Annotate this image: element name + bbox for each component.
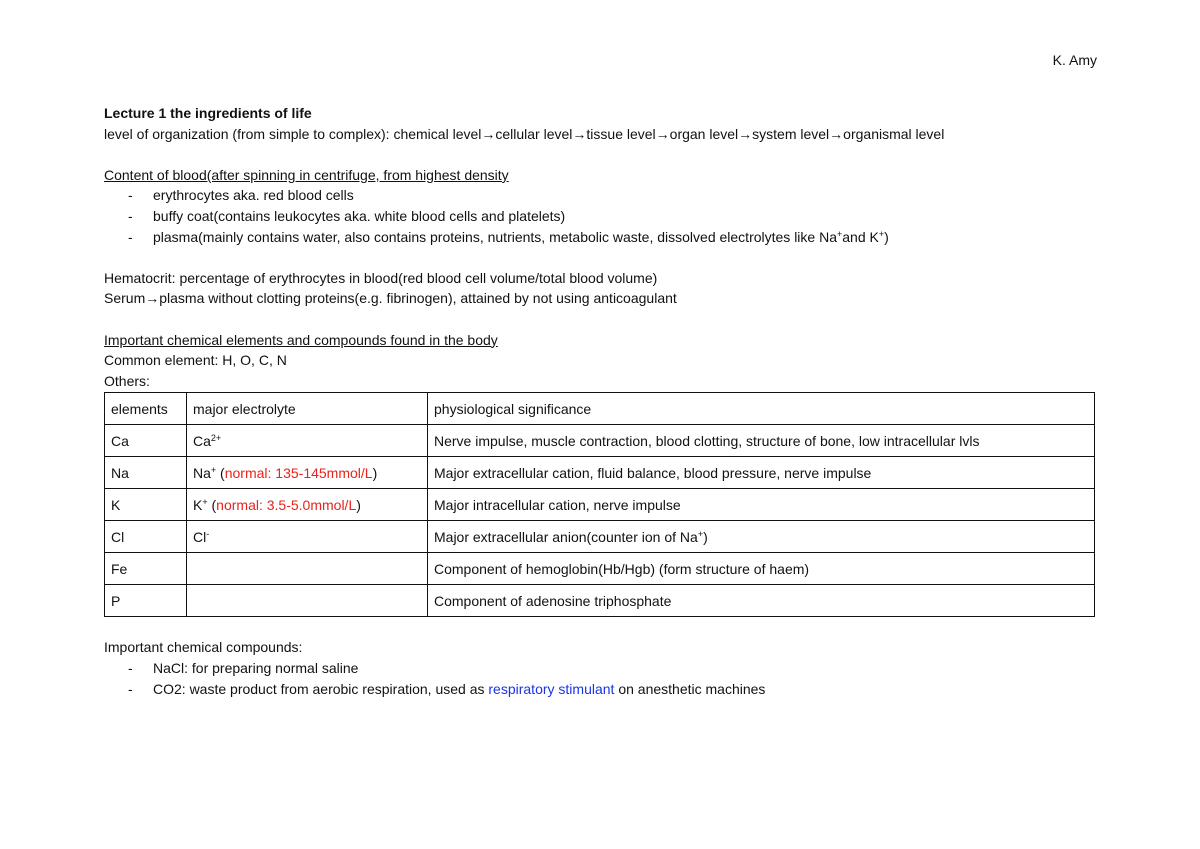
table-row: P Component of adenosine triphosphate — [105, 585, 1095, 617]
blood-list — [104, 185, 1104, 247]
header-cell: major electrolyte — [187, 393, 428, 425]
respiratory-stimulant-highlight: respiratory stimulant — [488, 680, 615, 697]
header-cell: elements — [105, 393, 187, 425]
list-item: - plasma(mainly contains water, also contains proteins, nutrients, metabolic waste, dissolved electrolytes like Na+and K+) — [128, 227, 1104, 248]
others-label: Others: — [104, 372, 150, 389]
table-header-row — [105, 393, 1095, 425]
table-row: Cl Cl- Major extracellular anion(counter ion of Na+) — [105, 521, 1095, 553]
serum-definition: Serum→plasma without clotting proteins(e.g. fibrinogen), attained by not using anticoagulant — [104, 290, 677, 307]
list-item: - erythrocytes aka. red blood cells — [128, 185, 1104, 206]
list-item: - CO2: waste product from aerobic respiration, used as respiratory stimulant on anesthetic machines — [128, 679, 1104, 700]
normal-range: normal: 135-145mmol/L — [224, 464, 373, 481]
blood-heading: Content of blood(after spinning in centrifuge, from highest density — [104, 166, 509, 183]
normal-range: normal: 3.5-5.0mmol/L — [216, 496, 357, 513]
table-row: K K+ (normal: 3.5-5.0mmol/L) Major intracellular cation, nerve impulse — [105, 489, 1095, 521]
table-row: Na Na+ (normal: 135-145mmol/L) Major extracellular cation, fluid balance, blood pressure, nerve impulse — [105, 457, 1095, 489]
compounds-list — [104, 658, 1104, 699]
table-row: Fe Component of hemoglobin(Hb/Hgb) (form structure of haem) — [105, 553, 1095, 585]
compounds-heading: Important chemical compounds: — [104, 639, 303, 656]
lecture-title: Lecture 1 the ingredients of life — [104, 105, 312, 121]
common-elements: Common element: H, O, C, N — [104, 352, 287, 369]
hematocrit-definition: Hematocrit: percentage of erythrocytes in blood(red blood cell volume/total blood volume) — [104, 269, 658, 286]
organization-levels: level of organization (from simple to complex): chemical level→cellular level→tissue level→organ level→system level→organismal level — [104, 125, 945, 142]
elements-table — [104, 392, 1095, 617]
document-body — [104, 103, 1104, 699]
author-name: K. Amy — [1052, 52, 1097, 68]
list-item: - NaCl: for preparing normal saline — [128, 658, 1104, 679]
list-item: - buffy coat(contains leukocytes aka. white blood cells and platelets) — [128, 206, 1104, 227]
header-cell: physiological significance — [428, 393, 1095, 425]
elements-heading: Important chemical elements and compounds found in the body — [104, 331, 498, 348]
table-row: Ca $Ca^{2+}$ Nerve impulse, muscle contraction, blood clotting, structure of bone, low intracellular lvls — [105, 425, 1095, 457]
